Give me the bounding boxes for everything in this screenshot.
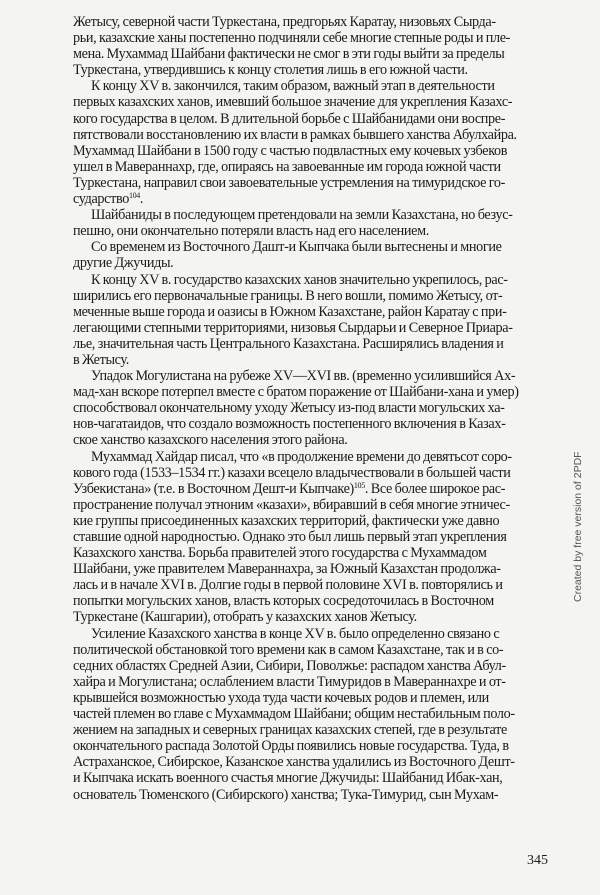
text-line: нов-чагатаидов, что создало возможность постепенного включения в Казах- xyxy=(73,416,506,433)
text-line: основатель Тюменского (Сибирского) ханства; Тука-Тимурид, сын Мухам- xyxy=(73,786,499,803)
paragraph-6 xyxy=(73,368,551,448)
text-line: Туркестана, утвердившись к концу столетия лишь в его южной части. xyxy=(73,62,468,79)
text-line: крывшейся возможностью ухода туда части кочевых родов и племен, или xyxy=(73,689,489,706)
text-line: мена. Мухаммад Шайбани фактически не смог в эти годы выйти за пределы xyxy=(73,46,505,63)
text-line: мад-хан вскоре потерпел вместе с братом поражение от Шайбани-хана и умер) xyxy=(73,384,519,401)
text-line: К концу XV в. государство казахских ханов значительно укрепилось, рас- xyxy=(91,271,508,288)
text-line: Со временем из Восточного Дашт-и Кыпчака были вытеснены и многие xyxy=(91,239,502,256)
text-line: кого государства в целом. В длительной борьбе с Шайбанидами они воспре- xyxy=(73,110,506,127)
text-line: Шайбани, уже правителем Мавераннахра, за Южный Казахстан продолжа- xyxy=(73,561,501,578)
text-line: Жетысу, северной части Туркестана, предгорьях Каратау, низовьях Сырда- xyxy=(73,14,496,30)
footnote-marker: 104 xyxy=(128,191,140,201)
text-line: ское ханство казахского населения этого района. xyxy=(73,432,348,449)
text-line: легающими степными территориями, низовья Сырдарьи и Северное Приара- xyxy=(73,319,513,336)
paragraph-8 xyxy=(73,626,551,803)
text-fragment: . xyxy=(139,191,144,208)
text-line: кие группы присоединенных казахских территорий, фактически уже давно xyxy=(73,512,500,529)
text-line: пешно, они окончательно потеряли власть над его населением. xyxy=(73,223,429,240)
text-line: и Кыпчака искать военного счастья многие Джучиды: Шайбанид Ибак-хан, xyxy=(73,770,503,787)
footnote-marker: 105 xyxy=(353,480,365,490)
text-line: Казахского ханства. Борьба правителей этого государства с Мухаммадом xyxy=(73,545,487,562)
paragraph-5 xyxy=(73,272,551,369)
text-line: К концу XV в. закончился, таким образом, важный этап в деятельности xyxy=(91,78,495,95)
text-line: хайра и Могулистана; ослаблением власти Тимуридов в Мавераннахре и от- xyxy=(73,673,506,690)
page-number: 345 xyxy=(527,853,548,868)
text-line: другие Джучиды. xyxy=(73,255,174,272)
paragraph-7 xyxy=(73,449,551,626)
text-line xyxy=(73,481,551,497)
text-line: Упадок Могулистана на рубеже XV—XVI вв. (временно усилившийся Ах- xyxy=(91,368,516,385)
text-line: лье, значительная часть Центрального Казахстана. Расширялись владения и xyxy=(73,335,504,352)
text-line: рьи, казахские ханы постепенно подчиняли себе многие степные роды и пле- xyxy=(73,30,511,47)
text-line: попытки могульских ханов, власть которых сосредоточилась в Восточном xyxy=(73,593,494,610)
text-fragment: . Все более широкое рас- xyxy=(364,480,506,497)
paragraph-2 xyxy=(73,78,551,207)
paragraph-1 xyxy=(73,14,551,78)
text-line: Туркестане (Кашгарии), отобрать у казахских ханов Жетысу. xyxy=(73,609,417,626)
text-line: окончательного распада Золотой Орды появились новые государства. Туда, в xyxy=(73,738,509,755)
text-line: меченные выше города и оазисы в Южном Казахстане, район Каратау с при- xyxy=(73,303,507,320)
text-fragment: сударство xyxy=(73,191,129,208)
text-line: политической обстановкой того времени как в самом Казахстане, так и в со- xyxy=(73,641,504,658)
text-line: Туркестана, направил свои завоевательные устремления на тимуридское го- xyxy=(73,174,506,191)
paragraph-4 xyxy=(73,239,551,271)
text-line: пространение получал этноним «казахи», вбиравший в себя многие этничес- xyxy=(73,496,510,513)
paragraph-3 xyxy=(73,207,551,239)
watermark: Created by free version of 2PDF xyxy=(572,451,584,602)
text-line: способствовал окончательному уходу Жетысу из-под власти могульских ха- xyxy=(73,400,505,417)
book-page-text xyxy=(73,14,551,803)
text-line: лась и в начале XVI в. Долгие годы в первой половине XVI в. повторялись и xyxy=(73,577,503,594)
text-line: частей племен во главе с Мухаммадом Шайбани; общим нестабильным поло- xyxy=(73,706,515,723)
text-line: пятствовали восстановлению их власти в рамках бывшего ханства Абулхайра. xyxy=(73,126,517,143)
text-line: Астраханское, Сибирское, Казанское ханства удалились из Восточного Дешт- xyxy=(73,754,515,771)
text-line: в Жетысу. xyxy=(73,351,129,368)
text-fragment: Узбекистана» (т.е. в Восточном Дешт-и Кыпчаке) xyxy=(73,480,354,497)
text-line: жением на западных и северных границах казахских степей, где в результате xyxy=(73,722,507,739)
text-line: Мухаммад Хайдар писал, что «в продолжение времени до девятьсот соро- xyxy=(91,448,512,465)
text-line: первых казахских ханов, имевший большое значение для укрепления Казахс- xyxy=(73,94,513,111)
text-line: Мухаммад Шайбани в 1500 году с частью подвластных ему кочевых узбеков xyxy=(73,142,508,159)
text-line: ставшие одной народностью. Однако это был лишь первый этап укрепления xyxy=(73,529,507,545)
text-line: Усиление Казахского ханства в конце XV в. было определенно связано с xyxy=(91,625,500,642)
text-line: ушел в Мавераннахр, где, опираясь на завоеванные им города южной части xyxy=(73,158,501,175)
text-line: Шайбаниды в последующем претендовали на земли Казахстана, но безус- xyxy=(91,207,513,224)
text-line: седних областях Средней Азии, Сибири, Поволжье: распадом ханства Абул- xyxy=(73,657,506,674)
text-line: ширились его первоначальные границы. В него вошли, помимо Жетысу, от- xyxy=(73,287,503,304)
text-line xyxy=(73,191,551,207)
text-line: кового года (1533–1534 гг.) казахи всецело владычествовали в большей части xyxy=(73,464,511,481)
